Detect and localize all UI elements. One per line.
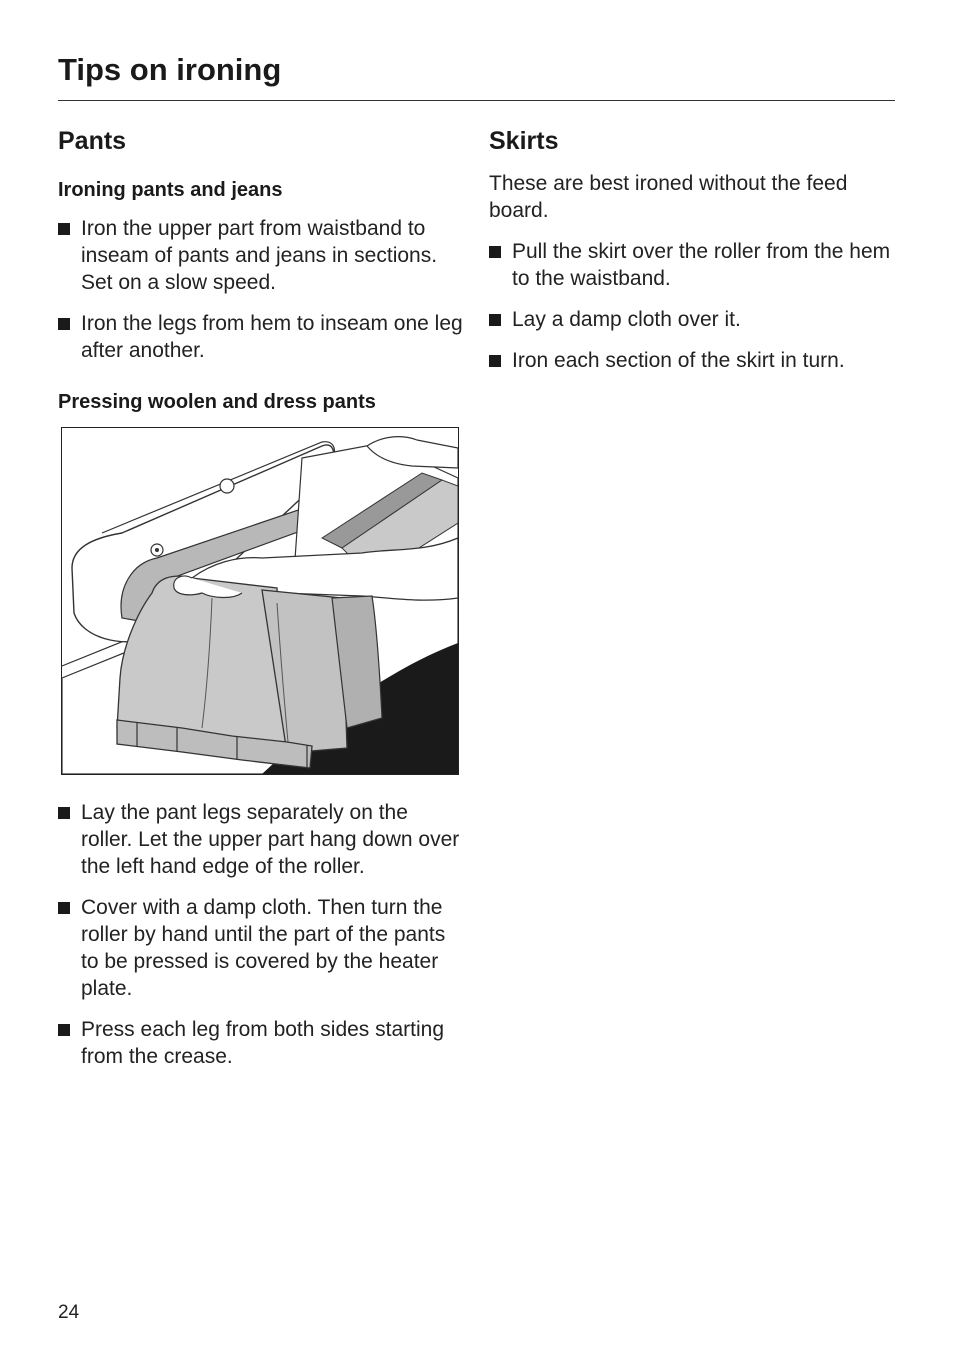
list-item: Iron the upper part from waistband to inseam of pants and jeans in sections. Set on a slow speed. <box>58 215 463 296</box>
list-item: Cover with a damp cloth. Then turn the roller by hand until the part of the pants to be pressed is covered by the heater plate. <box>58 894 463 1002</box>
list-item: Iron the legs from hem to inseam one leg after another. <box>58 310 463 364</box>
skirts-heading: Skirts <box>489 127 559 155</box>
square-bullet-icon <box>58 902 70 914</box>
square-bullet-icon <box>58 223 70 235</box>
square-bullet-icon <box>489 246 501 258</box>
page-number: 24 <box>58 1302 80 1323</box>
pants-column <box>58 126 463 1084</box>
square-bullet-icon <box>489 314 501 326</box>
skirts-intro: These are best ironed without the feed board. <box>489 172 848 222</box>
list-item: Lay the pant legs separately on the roller. Let the upper part hang down over the left hand edge of the roller. <box>58 799 463 880</box>
list-item: Pull the skirt over the roller from the hem to the waistband. <box>489 238 894 292</box>
ironer-illustration <box>61 427 459 775</box>
square-bullet-icon <box>58 1024 70 1036</box>
ironing-pants-list <box>58 215 463 364</box>
ironing-pants-subheading: Ironing pants and jeans <box>58 179 283 201</box>
pants-heading: Pants <box>58 127 127 155</box>
square-bullet-icon <box>58 807 70 819</box>
square-bullet-icon <box>489 355 501 367</box>
skirts-column <box>489 126 894 388</box>
list-item: Lay a damp cloth over it. <box>489 306 894 333</box>
skirts-list <box>489 238 894 374</box>
title-divider <box>58 100 895 101</box>
list-item: Iron each section of the skirt in turn. <box>489 347 894 374</box>
list-item: Press each leg from both sides starting from the crease. <box>58 1016 463 1070</box>
pressing-pants-subheading: Pressing woolen and dress pants <box>58 391 376 413</box>
square-bullet-icon <box>58 318 70 330</box>
pressing-pants-list <box>58 799 463 1070</box>
page-title: Tips on ironing <box>58 52 282 87</box>
